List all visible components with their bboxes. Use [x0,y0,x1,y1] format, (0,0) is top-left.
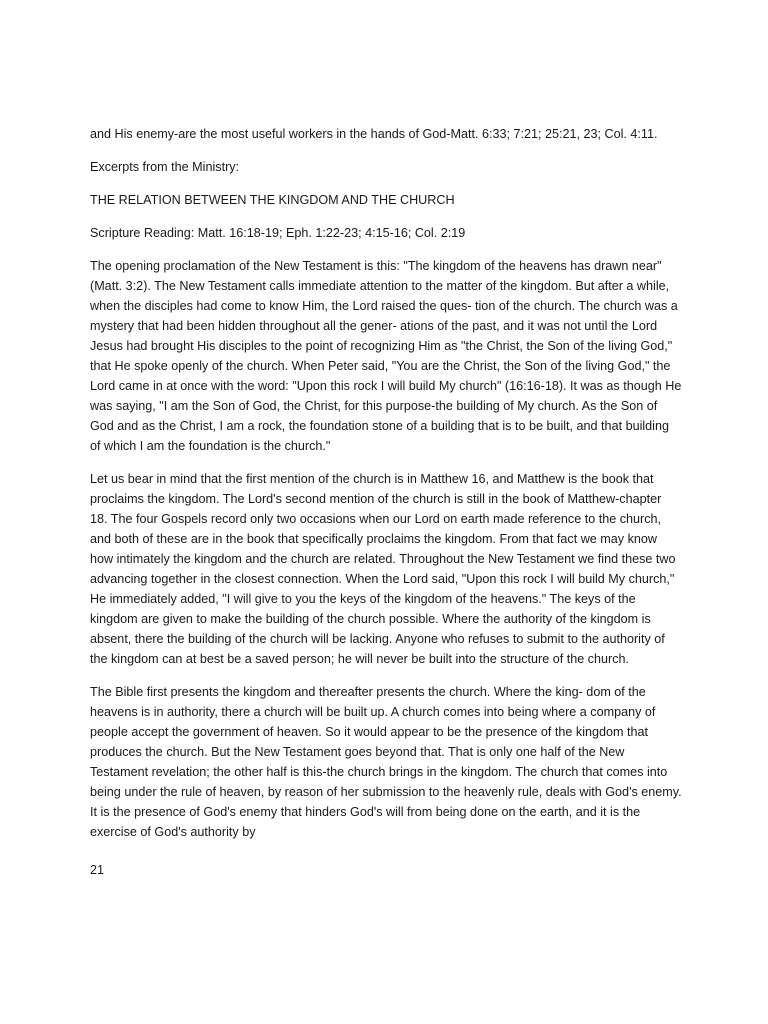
section-label: Excerpts from the Ministry: [90,160,240,174]
paragraph-continuation: and His enemy-are the most useful workers in the hands of God-Matt. 6:33; 7:21; 25:21, 23; Col. 4:11. [90,127,658,141]
document-page [90,124,682,880]
scripture-reading: Scripture Reading: Matt. 16:18-19; Eph. 1:22-23; 4:15-16; Col. 2:19 [90,226,466,240]
body-paragraph: Let us bear in mind that the first mention of the church is in Matthew 16, and Matthew is the book that proclaims the kingdom. The Lord's second mention of the church is still in the book of Matthew-chapter 18. The four Gospels record only two occasions when our Lord on earth made reference to the church, and both of these are in the book that specifically proclaims the kingdom. From that fact we may know how intimately the kingdom and the church are related. Throughout the New Testament we find these two advancing together in the closest connection. When the Lord said, "Upon this rock I will build My church," He immediately added, "I will give to you the keys of the kingdom of the heavens." The keys of the kingdom are given to make the building of the church possible. Where the authority of the kingdom is absent, there the building of the church will be lacking. Anyone who refuses to submit to the authority of the kingdom can at best be a saved person; he will never be built into the structure of the church. [90,472,676,666]
chapter-heading: THE RELATION BETWEEN THE KINGDOM AND THE CHURCH [90,193,455,207]
body-paragraph: The Bible first presents the kingdom and thereafter presents the church. Where the king- dom of the heavens is in authority, there a church will be built up. A church comes into being where a company of people accept the government of heaven. So it would appear to be the presence of the kingdom that produces the church. But the New Testament goes beyond that. That is only one half of the New Testament revelation; the other half is this-the church brings in the kingdom. The church that comes into being under the rule of heaven, by reason of her submission to the heavenly rule, deals with God's enemy. It is the presence of God's enemy that hinders God's will from being done on the earth, and it is the exercise of God's authority by [90,685,682,839]
body-paragraph: The opening proclamation of the New Testament is this: "The kingdom of the heavens has drawn near" (Matt. 3:2). The New Testament calls immediate attention to the matter of the kingdom. But after a while, when the disciples had come to know Him, the Lord raised the ques- tion of the church. The church was a mystery that had been hidden throughout all the gener- ations of the past, and it was not until the Lord Jesus had brought His disciples to the point of recognizing Him as "the Christ, the Son of the living God," that He spoke openly of the church. When Peter said, "You are the Christ, the Son of the living God," the Lord came in at once with the word: "Upon this rock I will build My church" (16:16-18). It was as though He was saying, "I am the Son of God, the Christ, for this purpose-the building of My church. As the Son of God and as the Christ, I am a rock, the foundation stone of a building that is to be built, and that building of which I am the foundation is the church." [90,259,682,453]
page-number: 21 [90,863,105,877]
